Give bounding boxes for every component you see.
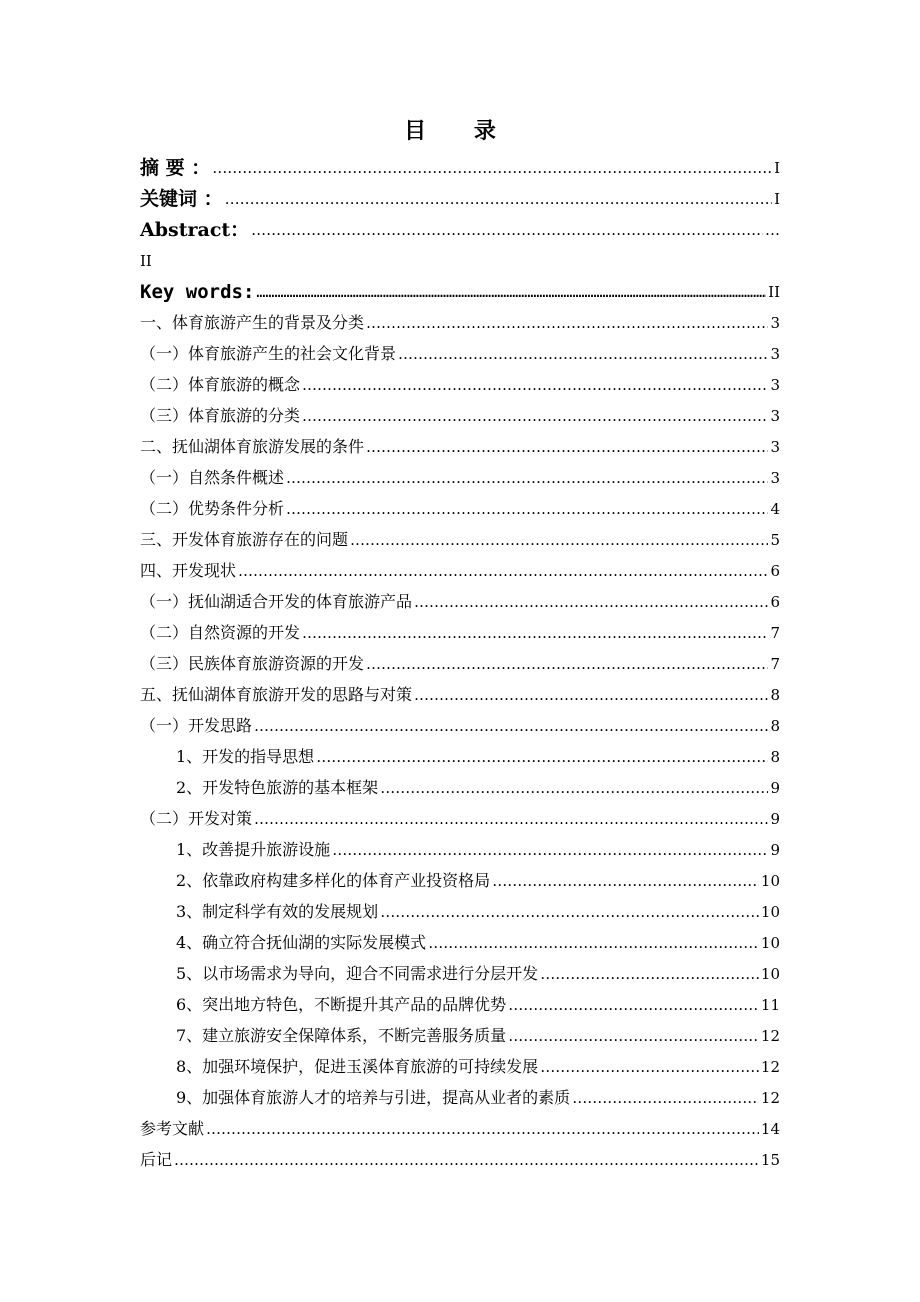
toc-entry[interactable] — [140, 768, 780, 799]
toc-entry-page: 15 — [760, 1151, 780, 1169]
toc-entry-page: 8 — [770, 748, 780, 766]
toc-dot-leader — [380, 777, 768, 799]
toc-entry-label: 三、开发体育旅游存在的问题 — [140, 530, 349, 549]
toc-entry-label: 7、建立旅游安全保障体系，不断完善服务质量 — [176, 1026, 507, 1045]
toc-entry[interactable] — [140, 1078, 780, 1109]
toc-entry-label: 2、开发特色旅游的基本框架 — [176, 778, 379, 797]
toc-entry-page: II — [768, 283, 780, 301]
toc-entry-label: （二）自然资源的开发 — [140, 623, 301, 642]
toc-entry[interactable] — [140, 551, 780, 582]
toc-entry-page: I — [774, 159, 780, 177]
toc-title: 目 录 — [404, 118, 516, 144]
toc-dot-leader — [428, 932, 759, 954]
toc-entry[interactable] — [140, 1047, 780, 1078]
toc-entry-page: 11 — [760, 996, 780, 1014]
toc-entry-label: （三）民族体育旅游资源的开发 — [140, 654, 365, 673]
toc-entry-label: （一）开发思路 — [140, 716, 253, 735]
toc-entry[interactable] — [140, 427, 780, 458]
toc-entry[interactable] — [140, 396, 780, 427]
toc-entry[interactable] — [140, 489, 780, 520]
toc-entry-label: 后记 — [140, 1150, 173, 1169]
toc-entry[interactable] — [140, 334, 780, 365]
toc-entry-page-continued: II — [140, 252, 152, 270]
toc-entry[interactable] — [140, 1109, 780, 1140]
toc-entry-page: 7 — [770, 624, 780, 642]
toc-dot-leader — [316, 746, 768, 768]
toc-entry-page: 5 — [770, 531, 780, 549]
toc-dot-leader — [380, 901, 759, 923]
toc-entry-label: （二）体育旅游的概念 — [140, 375, 301, 394]
toc-dot-leader — [206, 1118, 759, 1140]
toc-entry-page: 9 — [770, 841, 780, 859]
toc-entry-label: 四、开发现状 — [140, 561, 237, 580]
toc-dot-leader — [256, 281, 766, 303]
toc-dot-leader — [540, 1056, 759, 1078]
toc-entry-page: 6 — [770, 593, 780, 611]
toc-entry[interactable] — [140, 985, 780, 1016]
toc-entry-label: （二）开发对策 — [140, 809, 253, 828]
toc-dot-leader — [366, 312, 768, 334]
toc-dot-leader — [332, 839, 768, 861]
toc-dot-leader — [174, 1149, 759, 1171]
toc-entry-page: 14 — [760, 1120, 780, 1138]
toc-entry-page: 3 — [770, 376, 780, 394]
toc-entry[interactable] — [140, 706, 780, 737]
toc-dot-leader — [286, 467, 768, 489]
toc-dot-leader — [350, 529, 768, 551]
toc-entry-page: 8 — [770, 686, 780, 704]
toc-dot-leader — [254, 715, 768, 737]
toc-entry-label: Key words: — [140, 281, 255, 303]
toc-entry-page: 12 — [760, 1027, 780, 1045]
toc-entry-label: （一）抚仙湖适合开发的体育旅游产品 — [140, 592, 413, 611]
toc-entry-page: 12 — [760, 1089, 780, 1107]
toc-entry-label: 1、改善提升旅游设施 — [176, 840, 331, 859]
toc-entry[interactable] — [140, 365, 780, 396]
toc-entry[interactable] — [140, 179, 780, 210]
toc-entry-label: 4、确立符合抚仙湖的实际发展模式 — [176, 933, 427, 952]
toc-entry-page: 4 — [770, 500, 780, 518]
toc-entry-label: 一、体育旅游产生的背景及分类 — [140, 313, 365, 332]
toc-entry[interactable] — [140, 830, 780, 861]
toc-dot-leader — [572, 1087, 759, 1109]
toc-entry-label: （一）自然条件概述 — [140, 468, 285, 487]
toc-entry-page: 3 — [770, 469, 780, 487]
toc-entry-page: 3 — [770, 407, 780, 425]
toc-entry-label: 关键词 ： — [140, 188, 223, 210]
toc-entry[interactable] — [140, 148, 780, 179]
toc-entry[interactable] — [140, 613, 780, 644]
toc-dot-leader — [366, 436, 768, 458]
toc-dot-leader — [212, 157, 772, 179]
toc-dot-leader — [414, 684, 768, 706]
toc-entry[interactable] — [140, 210, 780, 241]
toc-entry-label: 摘 要 ： — [140, 157, 211, 179]
toc-entry-page: 10 — [760, 872, 780, 890]
toc-entry[interactable] — [140, 737, 780, 768]
toc-dot-leader — [251, 219, 763, 241]
toc-entry[interactable] — [140, 582, 780, 613]
toc-entry-label: 3、制定科学有效的发展规划 — [176, 902, 379, 921]
toc-entry-page: 10 — [760, 934, 780, 952]
toc-entry[interactable] — [140, 892, 780, 923]
toc-dot-leader — [540, 963, 759, 985]
toc-dot-leader — [225, 188, 772, 210]
table-of-contents — [140, 148, 780, 1171]
toc-entry[interactable] — [140, 520, 780, 551]
toc-entry-label: 6、突出地方特色，不断提升其产品的品牌优势 — [176, 995, 507, 1014]
toc-dot-leader — [286, 498, 768, 520]
toc-entry-page: 7 — [770, 655, 780, 673]
toc-dot-leader — [398, 343, 768, 365]
toc-entry-page: 10 — [760, 965, 780, 983]
toc-entry-page: 9 — [770, 810, 780, 828]
toc-entry-label: 2、依靠政府构建多样化的体育产业投资格局 — [176, 871, 491, 890]
toc-entry-label: 8、加强环境保护，促进玉溪体育旅游的可持续发展 — [176, 1057, 539, 1076]
toc-dot-leader — [302, 405, 768, 427]
toc-entry-label: 参考文献 — [140, 1119, 205, 1138]
toc-dot-leader — [302, 622, 768, 644]
toc-entry[interactable] — [140, 799, 780, 830]
toc-entry[interactable] — [140, 923, 780, 954]
toc-entry-label: 五、抚仙湖体育旅游开发的思路与对策 — [140, 685, 413, 704]
toc-dot-leader — [508, 994, 759, 1016]
toc-entry[interactable] — [140, 675, 780, 706]
toc-entry[interactable] — [140, 954, 780, 985]
toc-entry-page: 8 — [770, 717, 780, 735]
toc-entry[interactable] — [140, 644, 780, 675]
toc-entry-page: 3 — [770, 314, 780, 332]
toc-dot-leader — [508, 1025, 759, 1047]
toc-dot-leader — [254, 808, 768, 830]
toc-entry-page: 3 — [770, 345, 780, 363]
toc-entry-page: 10 — [760, 903, 780, 921]
toc-entry-label: （一）体育旅游产生的社会文化背景 — [140, 344, 397, 363]
toc-entry-page: 12 — [760, 1058, 780, 1076]
toc-entry[interactable] — [140, 1016, 780, 1047]
toc-dot-leader — [492, 870, 759, 892]
toc-entry-page: 9 — [770, 779, 780, 797]
toc-dot-leader — [414, 591, 768, 613]
toc-entry-label: Abstract： — [140, 219, 250, 241]
toc-entry[interactable] — [140, 272, 780, 303]
toc-entry-page: I — [774, 190, 780, 208]
toc-dot-leader — [302, 374, 768, 396]
toc-dot-leader — [366, 653, 768, 675]
toc-entry-page: 6 — [770, 562, 780, 580]
toc-dot-leader — [238, 560, 768, 582]
toc-entry[interactable] — [140, 458, 780, 489]
toc-entry-page: … — [765, 221, 780, 239]
toc-entry[interactable] — [140, 303, 780, 334]
toc-entry[interactable] — [140, 1140, 780, 1171]
toc-entry-page: 3 — [770, 438, 780, 456]
toc-entry-label: 9、加强体育旅游人才的培养与引进，提高从业者的素质 — [176, 1088, 571, 1107]
toc-entry[interactable] — [140, 861, 780, 892]
toc-entry-label: （三）体育旅游的分类 — [140, 406, 301, 425]
toc-entry-label: 二、抚仙湖体育旅游发展的条件 — [140, 437, 365, 456]
toc-entry-label: （二）优势条件分析 — [140, 499, 285, 518]
toc-entry-label: 5、以市场需求为导向，迎合不同需求进行分层开发 — [176, 964, 539, 983]
toc-entry-label: 1、开发的指导思想 — [176, 747, 315, 766]
